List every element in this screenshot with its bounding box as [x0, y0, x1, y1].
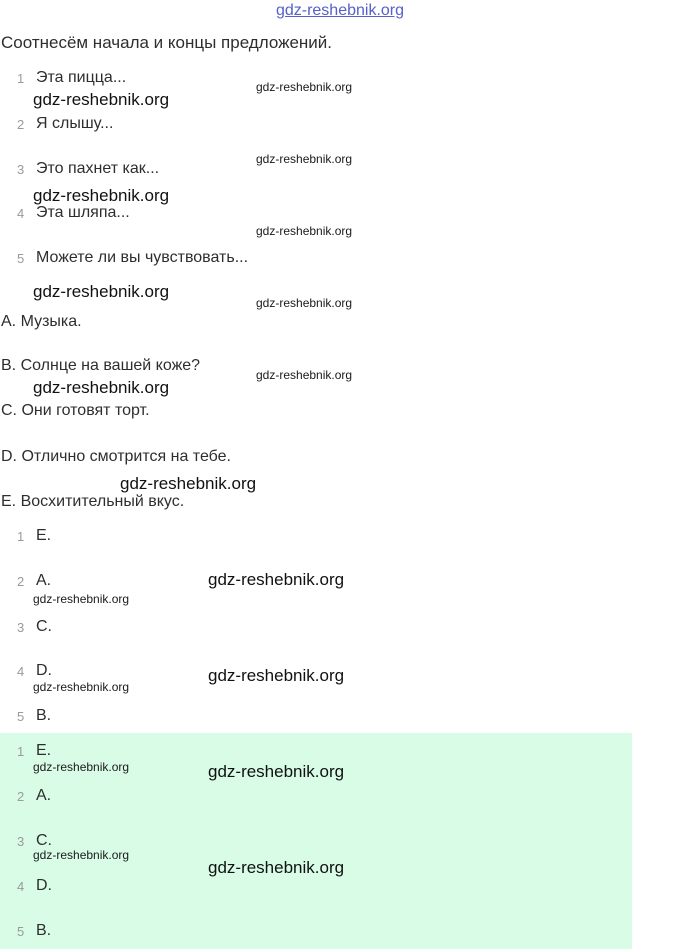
answer-number: 3	[17, 620, 25, 635]
answer-number: 5	[17, 924, 25, 939]
site-header-link[interactable]: gdz-reshebnik.org	[275, 2, 405, 19]
sentence-number: 2	[17, 117, 25, 132]
answer-letter: В.	[36, 922, 52, 939]
watermark: gdz-reshebnik.org	[33, 378, 170, 397]
answer-letter: С.	[36, 832, 52, 849]
watermark: gdz-reshebnik.org	[33, 760, 130, 774]
watermark: gdz-reshebnik.org	[33, 282, 170, 301]
option-item: D. Отлично смотрится на тебе.	[1, 448, 231, 465]
option-item: А. Музыка.	[1, 313, 82, 330]
sentence-text: Эта шляпа...	[36, 204, 130, 221]
watermark: gdz-reshebnik.org	[256, 152, 353, 166]
answer-letter: А.	[36, 787, 52, 804]
answer-letter: С.	[36, 618, 52, 635]
sentence-text: Я слышу...	[36, 115, 114, 132]
sentence-number: 4	[17, 206, 25, 221]
answer-number: 3	[17, 834, 25, 849]
answer-letter: Е.	[36, 527, 52, 544]
option-item: С. Они готовят торт.	[1, 402, 150, 419]
sentence-number: 3	[17, 162, 25, 177]
watermark: gdz-reshebnik.org	[256, 224, 353, 238]
answer-letter: D.	[36, 877, 52, 894]
sentence-number: 1	[17, 71, 25, 86]
sentence-number: 5	[17, 251, 25, 266]
answer-letter: Е.	[36, 742, 52, 759]
watermark: gdz-reshebnik.org	[33, 90, 170, 109]
answer-number: 2	[17, 789, 25, 804]
watermark: gdz-reshebnik.org	[208, 858, 345, 877]
task-title: Соотнесём начала и концы предложений.	[1, 33, 333, 52]
sentence-text: Это пахнет как...	[36, 160, 160, 177]
watermark: gdz-reshebnik.org	[208, 570, 345, 589]
watermark: gdz-reshebnik.org	[33, 680, 130, 694]
option-item: В. Солнце на вашей коже?	[1, 357, 201, 374]
watermark: gdz-reshebnik.org	[208, 666, 345, 685]
watermark: gdz-reshebnik.org	[33, 848, 130, 862]
watermark: gdz-reshebnik.org	[33, 186, 170, 205]
sentence-text: Можете ли вы чувствовать...	[36, 249, 249, 266]
answer-number: 5	[17, 709, 25, 724]
option-item: Е. Восхитительный вкус.	[1, 493, 185, 510]
answer-number: 4	[17, 664, 25, 679]
answer-number: 1	[17, 744, 25, 759]
answer-letter: D.	[36, 662, 52, 679]
watermark: gdz-reshebnik.org	[256, 80, 353, 94]
answer-number: 1	[17, 529, 25, 544]
watermark: gdz-reshebnik.org	[33, 592, 130, 606]
answer-letter: А.	[36, 572, 52, 589]
answer-letter: В.	[36, 707, 52, 724]
sentence-text: Эта пицца...	[36, 69, 127, 86]
watermark: gdz-reshebnik.org	[208, 762, 345, 781]
answer-number: 4	[17, 879, 25, 894]
watermark: gdz-reshebnik.org	[256, 296, 353, 310]
answer-number: 2	[17, 574, 25, 589]
watermark: gdz-reshebnik.org	[120, 474, 257, 493]
watermark: gdz-reshebnik.org	[256, 368, 353, 382]
